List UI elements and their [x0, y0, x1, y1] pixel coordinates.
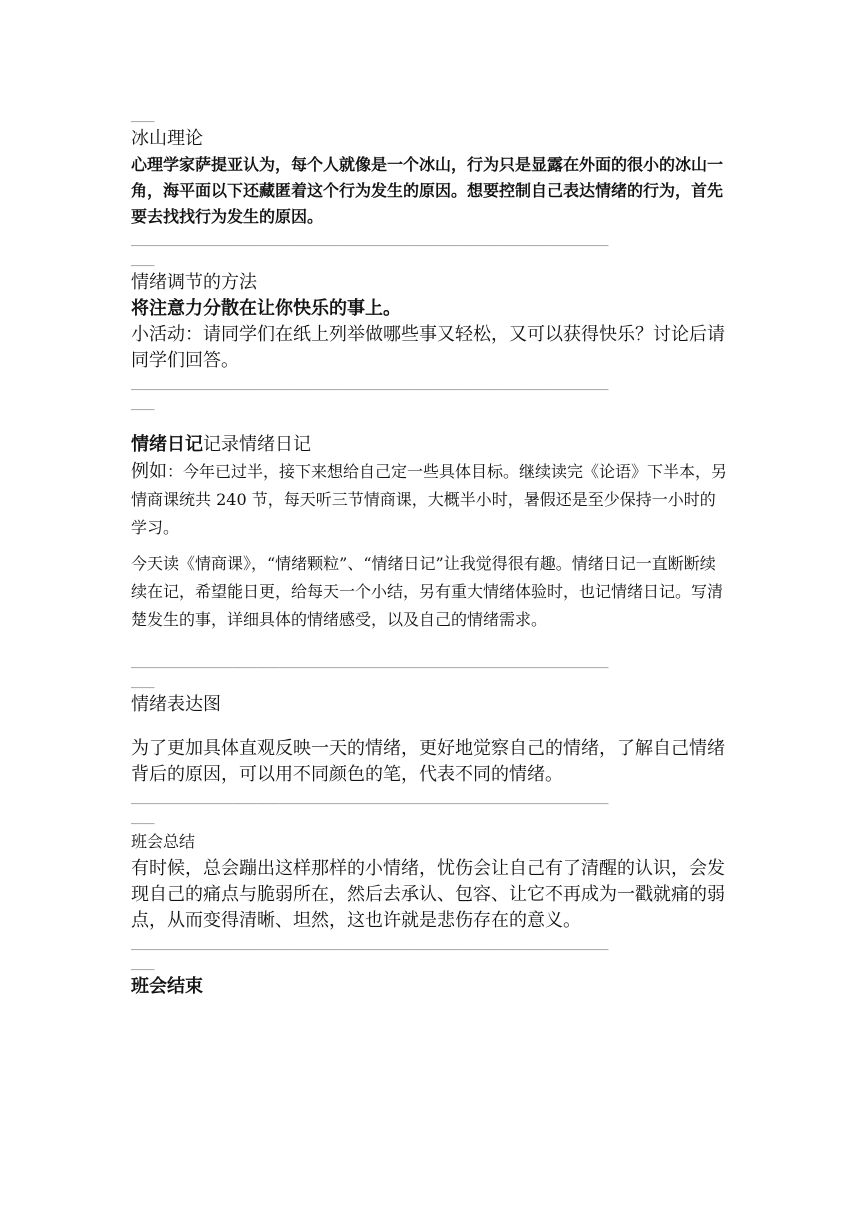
section-summary [131, 828, 731, 934]
section-diary [131, 432, 731, 634]
section-title-rest: 记录情绪日记 [203, 434, 311, 455]
section-paragraph: 心理学家萨提亚认为，每个人就像是一个冰山，行为只是显露在外面的很小的冰山一角，海平面以下还藏匿着这个行为发生的原因。想要控制自己表达情绪的行为，首先要去找找行为发生的原因。 [131, 155, 724, 226]
document-body [131, 106, 731, 1000]
separator: ___ [131, 252, 155, 267]
section-iceberg [131, 126, 731, 230]
separator: ___ [131, 810, 155, 825]
section-paragraph: 今天读《情商课》，“情绪颗粒”、“情绪日记”让我觉得很有趣。情绪日记一直断断续续在记，希望能日更，给每天一个小结，另有重大情绪体验时，也记情绪日记。写清楚发生的事，详细具体的情绪感受，以及自己的情绪需求。 [131, 554, 724, 629]
section-title [131, 432, 731, 458]
separator: _____________________________________________________________ [131, 936, 609, 951]
section-title: 冰山理论 [131, 128, 203, 149]
example-label: 例如 [131, 461, 167, 482]
separator: _____________________________________________________________ [131, 654, 609, 669]
section-methods [131, 270, 731, 374]
section-title-bold: 情绪日记 [131, 434, 203, 455]
section-title: 情绪调节的方法 [131, 272, 257, 293]
section-title: 班会结束 [131, 976, 203, 997]
separator: ___ [131, 396, 155, 411]
section-emotion-chart [131, 692, 731, 788]
section-paragraph: 小活动：请同学们在纸上列举做哪些事又轻松，又可以获得快乐？讨论后请同学们回答。 [131, 324, 725, 371]
section-title: 班会总结 [131, 832, 196, 851]
separator: ___ [131, 108, 155, 123]
section-highlight: 将注意力分散在让你快乐的事上。 [131, 298, 401, 319]
separator: _____________________________________________________________ [131, 376, 609, 391]
separator: ___ [131, 956, 155, 971]
separator: _____________________________________________________________ [131, 232, 609, 247]
section-title: 情绪表达图 [131, 694, 221, 715]
separator: ___ [131, 674, 155, 689]
section-end [131, 974, 731, 1000]
separator: _____________________________________________________________ [131, 790, 609, 805]
section-paragraph: 为了更加具体直观反映一天的情绪，更好地觉察自己的情绪，了解自己情绪背后的原因，可以用不同颜色的笔，代表不同的情绪。 [131, 738, 725, 785]
section-paragraph: 有时候，总会蹦出这样那样的小情绪，忧伤会让自己有了清醒的认识，会发现自己的痛点与脆弱所在，然后去承认、包容、让它不再成为一戳就痛的弱点，从而变得清晰、坦然，这也许就是悲伤存在的意义。 [131, 858, 725, 931]
section-paragraph [131, 458, 731, 542]
example-text: ：今年已过半，接下来想给自己定一些具体目标。继续读完《论语》下半本，另情商课统共 240 节，每天听三节情商课，大概半小时，暑假还是至少保持一小时的学习。 [131, 462, 728, 537]
